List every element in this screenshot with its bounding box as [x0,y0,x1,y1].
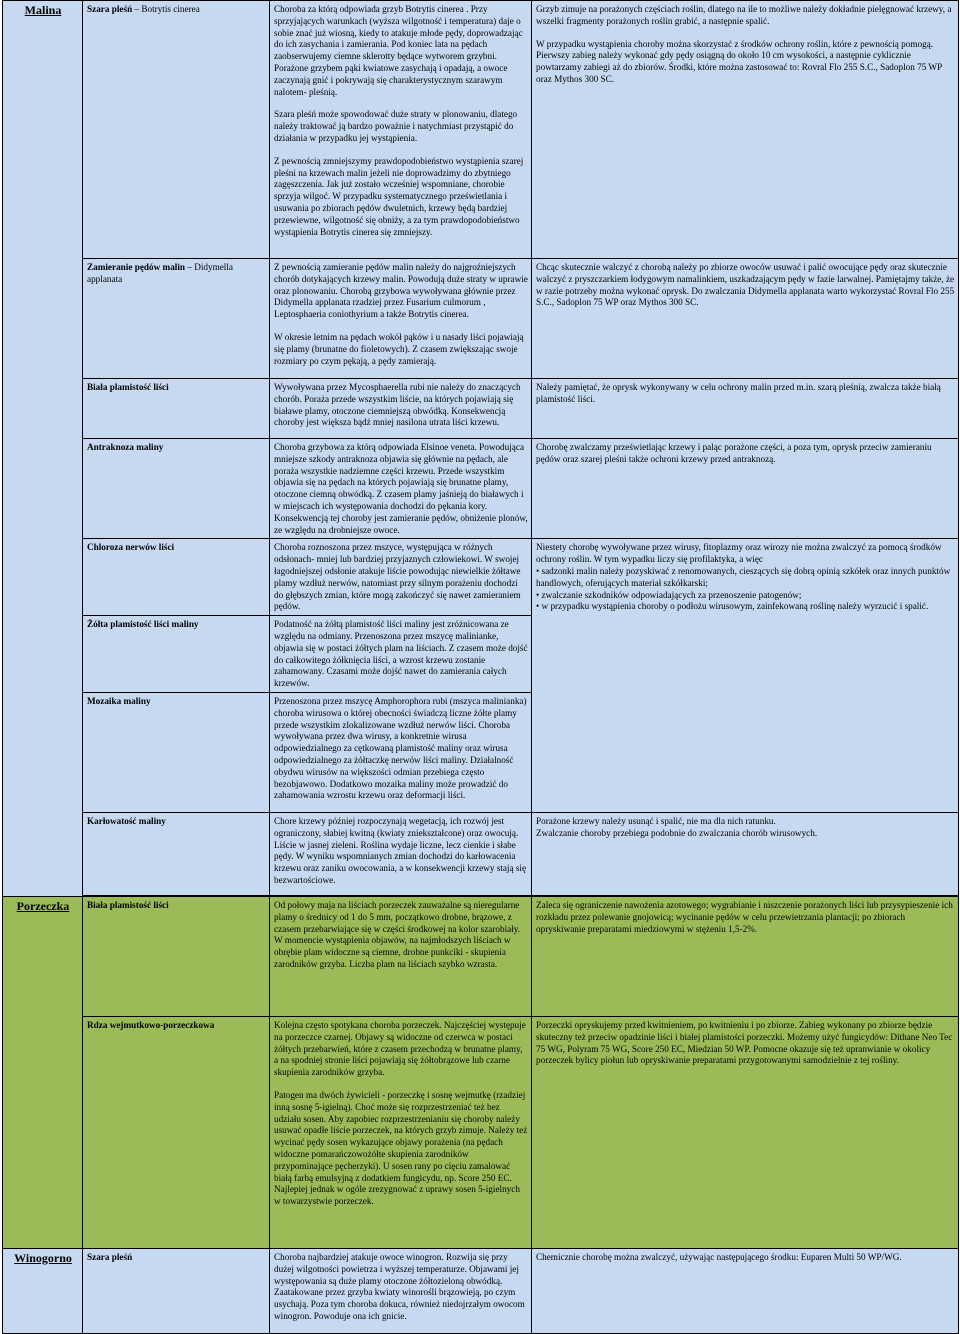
disease-name: Mozaika maliny [83,692,270,812]
table-row [3,539,959,616]
disease-control [532,812,959,895]
table-row [3,1016,959,1248]
disease-description: Od połowy maja na liściach porzeczek zauważalne są nieregularne plamy o średnicy od 1 do 5 mm, początkowo drobne, brązowe, z czasem przebarwiające się w części środkowej na kolor szarobiały. W momencie wystąpienia objawów, na najmłodszych liściach w obrębie plam widoczne są ciemne, drobne punkciki - skupienia zarodników grzyba. Liczba plam na liściach szybko wzrasta. [270,896,532,1016]
disease-name-cell [83,1,270,259]
description-paragraph: Z pewnością zamieranie pędów malin należy do najgroźniejszych chorób dotykających krzewy malin. Powodują duże straty w uprawie oraz plonowaniu. Chorobą grzybowa wywoływana głównie przez Didymella applanata rzadziej przez Fusarium culmorum , Leptosphaeria coniothyrium a także Botrytis cinerea. [274,262,528,320]
disease-name: Rdza wejmutkowo-porzeczkowa [83,1016,270,1248]
disease-name: Chloroza nerwów liści [83,539,270,616]
disease-latin-name: – Didymella applanata [87,262,233,284]
control-paragraph: Chcąc skutecznie walczyć z chorobą należy po zbiorze owoców usuwać i palić owocujące pędy oraz skutecznie walczyć z pryszczarkiem łodygowym namalinkiem, uszkadzającym pędy w fazie larwalnej. Pamiętajmy także, że w razie potrzeby można wykonać oprysk. Do zwalczania Didymella applanata warto wykorzystać Rovral Flo 255 S.C., Sadoplon 75 WP oraz Mythos 300 SC. [536,262,955,308]
disease-name: Biała plamistość liści [83,379,270,439]
disease-description: Przenoszona przez mszycę Amphorophora rubi (mszyca malinianka) choroba wirusowa o której obecności świadczą liczne żółte plamy przede wszystkim zlokalizowane wzdłuż nerwów liści. Choroba wywoływana przez dwa wirusy, a konkretnie wirusa odpowiedzialnego za cętkowaną plamistość maliny oraz wirusa odpowiedzialnego za żółtaczkę nerwów liści maliny. Działalność obydwu wirusów na większości odmian przebiega często bezobjawowo. Dodatkowo mozaika maliny może prowadzić do zahamowania wzrostu krzewu oraz deformacji liści. [270,692,532,812]
disease-description: Choroba grzybowa za którą odpowiada Elsinoe veneta. Powodująca mniejsze szkody antraknoza objawia się głównie na pędach, ale poraża wszystkie nadziemne części krzewu. Przede wszystkim objawia się na pędach na których pojawiają się brunatne plamy, otoczone ciemną obwódką. Z czasem plamy jaśnieją do białawych i w miejscach ich występowania dochodzi do pękania kory. Konsekwencją tej choroby jest zamieranie pędów, obniżenie plonów, ze względu na drobniejsze owoce. [270,439,532,539]
disease-control: Chemicznie chorobę można zwalczyć, używając następującego środku: Euparen Multi 50 WP/WG. [532,1248,959,1333]
virus-control [532,539,959,813]
table-row [3,1248,959,1333]
description-paragraph: W okresie letnim na pędach wokół pąków i u nasady liści pojawiają się plamy (brunatne do fioletowych). Z czasem zwiększając swoje rozmiary po czym pękają, a pędy zamierają. [274,331,524,366]
description-paragraph: Patogen ma dwóch żywicieli - porzeczkę i sosnę wejmutkę (rzadziej inną sosnę 5-igielną). Choć może się rozprzestrzeniać też bez udziału sosen. Aby zapobiec rozprzestrzenianiu się choroby należy usuwać opadłe liście porzeczek, na których grzyb zimuje. Należy też wycinać pędy sosen wykazujące objawy porażenia (na pędach widoczne pomarańczowożółte skupienia zarodników przypominające pęcherzyki). U sosen rany po cięciu zamalować białą farbą emulsyjną z dodatkiem fungicydu, np. Score 250 EC. Najlepiej jednak w ogóle zrezygnować z uprawy sosen 5-igielnych w towarzystwie porzeczek. [274,1089,528,1207]
disease-name: Biała plamistość liści [83,896,270,1016]
control-paragraph: Zwalczanie choroby przebiega podobnie do zwalczania chorób wirusowych. [536,827,818,838]
disease-control [532,1,959,259]
disease-control: Należy pamiętać, że oprysk wykonywany w celu ochrony malin przed m.in. szarą pleśnią, zwalcza także białą plamistość liści. [532,379,959,439]
disease-latin-name: – Botrytis cinerea [132,4,200,14]
control-bullet: • w przypadku wystąpienia choroby o podłożu wirusowym, zainfekowaną roślinę należy wyrzucić i spalić. [536,601,929,612]
disease-description [270,1,532,259]
control-bullet: • sadzonki malin należy pozyskiwać z renomowanych, cieszących się dobrą opinią szkółek oraz innych punktów handlowych, oferujących materiał szkółkarski; [536,565,951,588]
description-paragraph: Kolejna często spotykana choroba porzeczek. Najczęściej występuje na porzeczce czarnej. Objawy są widoczne od czerwca w postaci żółtych przebarwień, które z czasem przechodzą w brunatne plamy, a na spodniej stronie liści pojawiają się żółtobrązowe lub czarne skupienia zarodników grzyba. [274,1019,526,1078]
table-row [3,896,959,1016]
description-paragraph: Choroba za którą odpowiada grzyb Botrytis cinerea . Przy sprzyjających warunkach (wyższa wilgotność i temperatura) daje o sobie znać już wiosną, kiedy to atakuje młode pędy, doprowadzając do ich zasychania i zamierania. Pod koniec lata na pędach zaobserwujemy ciemne sklerotty będące wytworem grzybni. Porażone grzybem pąki kwiatowe zasychają i opadają, a owoce zaczynają gnić i pokrywają się charakterystycznym szarawym nalotem- pleśnią. [274,4,523,97]
description-paragraph: Z pewnością zmniejszymy prawdopodobieństwo wystąpienia szarej pleśni na krzewach malin jeżeli nie doprowadzimy do zbytniego zagęszczenia. Jak już zostało wcześniej wspomniane, chorobie sprzyja wilgoć. W przypadku systematycznego prześwietlania i usuwania po zbiorach pędów dwuletnich, krzewy będą bardziej przewiewne, wilgotność się obniży, a za tym prawdopodobieństwo wystąpienia Botrytis cinerea się zmniejszy. [274,155,524,237]
disease-name: Zamieranie pędów malin [87,262,185,272]
disease-table [2,0,959,1334]
disease-control: Porzeczki opryskujemy przed kwitnieniem, po kwitnieniu i po zbiorze. Zabieg wykonany po zbiorze będzie skuteczny też przeciw opadzinie liści i białej plamistości porzeczki. Możemy użyć fungicydów: Dithane Neo Tec 75 WG, Polyram 75 WG, Score 250 EC, Miedzian 50 WP. Pomocne okazuje się też upranwianie w okolicy porzeczek bylicy piołun lub opryskiwanie preparatami przygotowanymi samodzielnie z tej rośliny. [532,1016,959,1248]
disease-name: Antraknoza maliny [83,439,270,539]
table-row [3,1,959,259]
control-intro: Niestety chorobę wywoływane przez wirusy, fitoplazmy oraz wirozy nie można zwalczyć za pomocą środków ochrony roślin. W tym wypadku liczy się profilaktyka, a więc [536,542,942,565]
disease-control [532,259,959,379]
disease-name: Szara pleśń [83,1248,270,1333]
control-paragraph: Grzyb zimuje na porażonych częściach roślin, dlatego na ile to możliwe należy dokładnie pielęgnować krzewy, a wszelki fragmenty porażonych roślin grabić, a następnie spalić. [536,4,952,26]
description-paragraph: Szara pleśń może spowodować duże straty w plonowaniu, dlatego należy traktować ją bardzo poważnie i natychmiast przystąpić do działania w przypadku jej wystąpienia. [274,109,518,143]
control-bullet: • zwalczanie szkodników odpowiadających za przenoszenie patogenów; [536,589,802,600]
table-row [3,259,959,379]
disease-control: Zaleca się ograniczenie nawożenia azotowego; wygrabianie i niszczenie porażonych liści lub przysypieszenie ich rozkładu przez polewanie gnojowicą; wycinanie pędów w celu przewietrzania plantacji; po zbiorach opryskiwanie preparatami miedziowymi w stężeniu 1,5-2%. [532,896,959,1016]
disease-name-cell [83,259,270,379]
disease-description: Choroba roznoszona przez mszyce, występująca w różnych odsłonach- mniej lub bardziej przyjaznych człowiekowi. W swojej łagodniejszej odsłonie atakuje liście powodując niewielkie żółtawe plamy wzdłuż nerwów, natomiast przy silnym porażeniu dochodzi do głębszych zmian, które mogą zakończyć się nawet zamieraniem pędów. [270,539,532,616]
disease-control: Chorobę zwalczamy prześwietlając krzewy i paląc porażone części, a poza tym, oprysk przeciw zamieraniu pędów oraz szarej pleśni także ochroni krzewy przed antraknozą. [532,439,959,539]
plant-name-porzeczka: Porzeczka [3,896,83,1248]
disease-name: Żółta plamistość liści maliny [83,616,270,693]
control-paragraph: Porażone krzewy należy usunąć i spalić, nie ma dla nich ratunku. [536,815,776,826]
disease-name: Szara pleśń [87,4,133,14]
table-row [3,439,959,539]
disease-description: Wywoływana przez Mycosphaerella rubi nie należy do znaczących chorób. Poraża przede wszystkim liście, na których pojawiają się białawe plamy, otoczone ciemniejszą obwódką. Konsekwencją choroby jest większa bądź mniej nasilona utrata liści krzewu. [270,379,532,439]
table-row [3,379,959,439]
disease-name: Karłowatość maliny [83,812,270,895]
plant-name-winogorno: Winogorno [3,1248,83,1333]
plant-name-malina: Malina [3,1,83,897]
disease-description: Choroba najbardziej atakuje owoce winogron. Rozwija się przy dużej wilgotności powietrza i wyższej temperaturze. Objawami jej występowania są duże plamy otoczone żółtozieloną obwódką. Zaatakowane przez grzyba kwiaty winorośli brązowieją, po czym usychają. Poza tym choroba dokuca, również niedojrzałym owocom winogron. Powoduje ona ich gnicie. [270,1248,532,1333]
table-row [3,812,959,895]
disease-description: Chore krzewy później rozpoczynają wegetacją, ich rozwój jest ograniczony, słabiej kwitną (kwiaty zniekształcone) oraz owocują. Liście w jasnej zieleni. Roślina wydaje liczne, lecz cienkie i słabe pędy. W wyniku wspomnianych zmian dochodzi do karłowacenia krzewu oraz zaniku owocowania, a w konsekwencji krzewy stają się bezwartościowe. [270,812,532,895]
disease-description [270,1016,532,1248]
disease-description: Podatność na żółtą plamistość liści maliny jest zróżnicowana ze względu na odmiany. Przenoszona przez mszycę malinianke, objawia się w postaci żółtych plam na liściach. Z czasem może dojść do całkowitego żółknięcia liści, a wzrost krzewu zostanie zahamowany. Czasami może dojść nawet do zamierania całych krzewów. [270,616,532,693]
control-paragraph: W przypadku wystąpienia choroby można skorzystać z środków ochrony roślin, które z pewnością pomogą. Pierwszy zabieg należy wykonać gdy pędy osiągną do około 10 cm wysokości, a następnie cyklicznie powtarzamy zabiegi aż do zbiorów. Środki, które można zastosować to: Rovral Flo 255 S.C., Sadoplon 75 WP oraz Mythos 300 SC. [536,38,942,84]
disease-description [270,259,532,379]
